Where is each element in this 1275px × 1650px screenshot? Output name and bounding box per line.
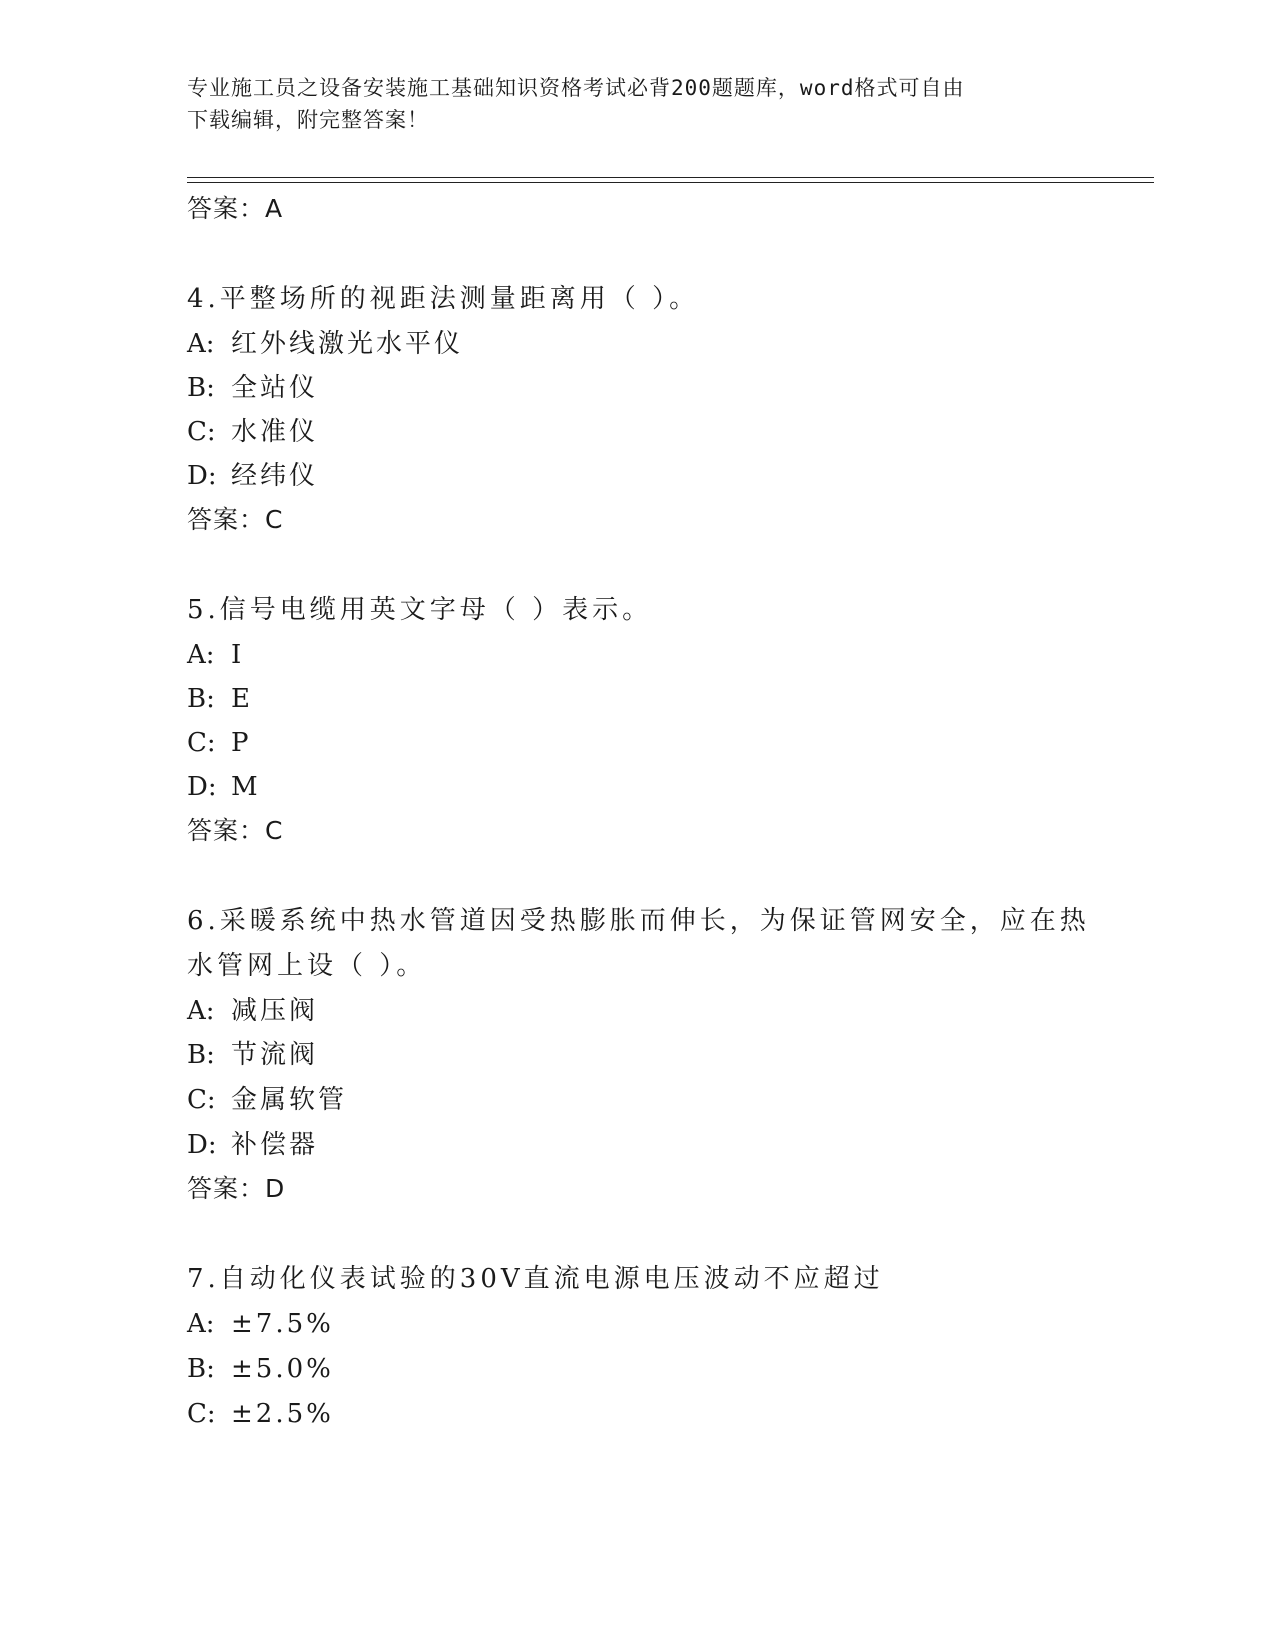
option-key: A:: [187, 329, 215, 359]
option-text: ±5.0%: [231, 1354, 334, 1384]
option-q5-d: [187, 771, 261, 803]
option-key: A:: [187, 640, 215, 670]
option-key: D:: [187, 1130, 217, 1160]
option-key: B:: [187, 373, 215, 403]
question-6-line-2: 水管网上设（ ）。: [187, 951, 427, 981]
option-text: 经纬仪: [231, 461, 319, 491]
option-text: M: [231, 772, 261, 802]
option-q4-c: [187, 416, 318, 448]
question-7: 7.自动化仪表试验的30V直流电源电压波动不应超过: [187, 1264, 884, 1294]
option-q4-a: [187, 328, 463, 360]
option-q4-d: [187, 460, 318, 492]
option-q7-c: [187, 1398, 334, 1430]
option-q6-a: [187, 995, 318, 1027]
option-q6-b: [187, 1039, 318, 1071]
option-q5-b: [187, 683, 253, 715]
answer-q4: 答案：C: [187, 505, 284, 534]
option-key: C:: [187, 417, 216, 447]
option-text: 减压阀: [231, 996, 319, 1026]
option-text: 全站仪: [231, 373, 319, 403]
option-text: 水准仪: [231, 417, 319, 447]
answer-q6: 答案：D: [187, 1174, 286, 1203]
document-header: [187, 72, 1087, 136]
option-key: B:: [187, 1354, 215, 1384]
option-key: A:: [187, 1309, 215, 1339]
option-key: A:: [187, 996, 215, 1026]
header-line-2: 下载编辑，附完整答案！: [187, 108, 429, 132]
option-key: C:: [187, 1399, 216, 1429]
option-q7-a: [187, 1308, 334, 1340]
option-key: C:: [187, 728, 216, 758]
header-divider-top: [187, 177, 1154, 178]
header-divider-bottom: [187, 182, 1154, 183]
option-q4-b: [187, 372, 318, 404]
option-q7-b: [187, 1353, 334, 1385]
answer-q3: 答案：A: [187, 194, 284, 223]
option-key: D:: [187, 461, 217, 491]
option-text: ±7.5%: [231, 1309, 334, 1339]
option-text: 节流阀: [231, 1040, 319, 1070]
question-4: 4.平整场所的视距法测量距离用（ ）。: [187, 284, 700, 314]
option-key: D:: [187, 772, 217, 802]
option-key: B:: [187, 1040, 215, 1070]
option-text: ±2.5%: [231, 1399, 334, 1429]
option-q5-c: [187, 727, 252, 759]
answer-q5: 答案：C: [187, 816, 284, 845]
option-q6-d: [187, 1129, 318, 1161]
option-q6-c: [187, 1084, 347, 1116]
question-6-line-1: 6.采暖系统中热水管道因受热膨胀而伸长，为保证管网安全，应在热: [187, 906, 1090, 936]
option-text: I: [231, 640, 245, 670]
option-key: B:: [187, 684, 215, 714]
header-line-1: 专业施工员之设备安装施工基础知识资格考试必背200题题库，word格式可自由: [187, 76, 965, 100]
option-key: C:: [187, 1085, 216, 1115]
option-q5-a: [187, 639, 244, 671]
option-text: 红外线激光水平仪: [231, 329, 464, 359]
option-text: P: [231, 728, 252, 758]
option-text: 补偿器: [231, 1130, 319, 1160]
option-text: E: [231, 684, 253, 714]
option-text: 金属软管: [231, 1085, 348, 1115]
question-5: 5.信号电缆用英文字母（ ）表示。: [187, 595, 653, 625]
